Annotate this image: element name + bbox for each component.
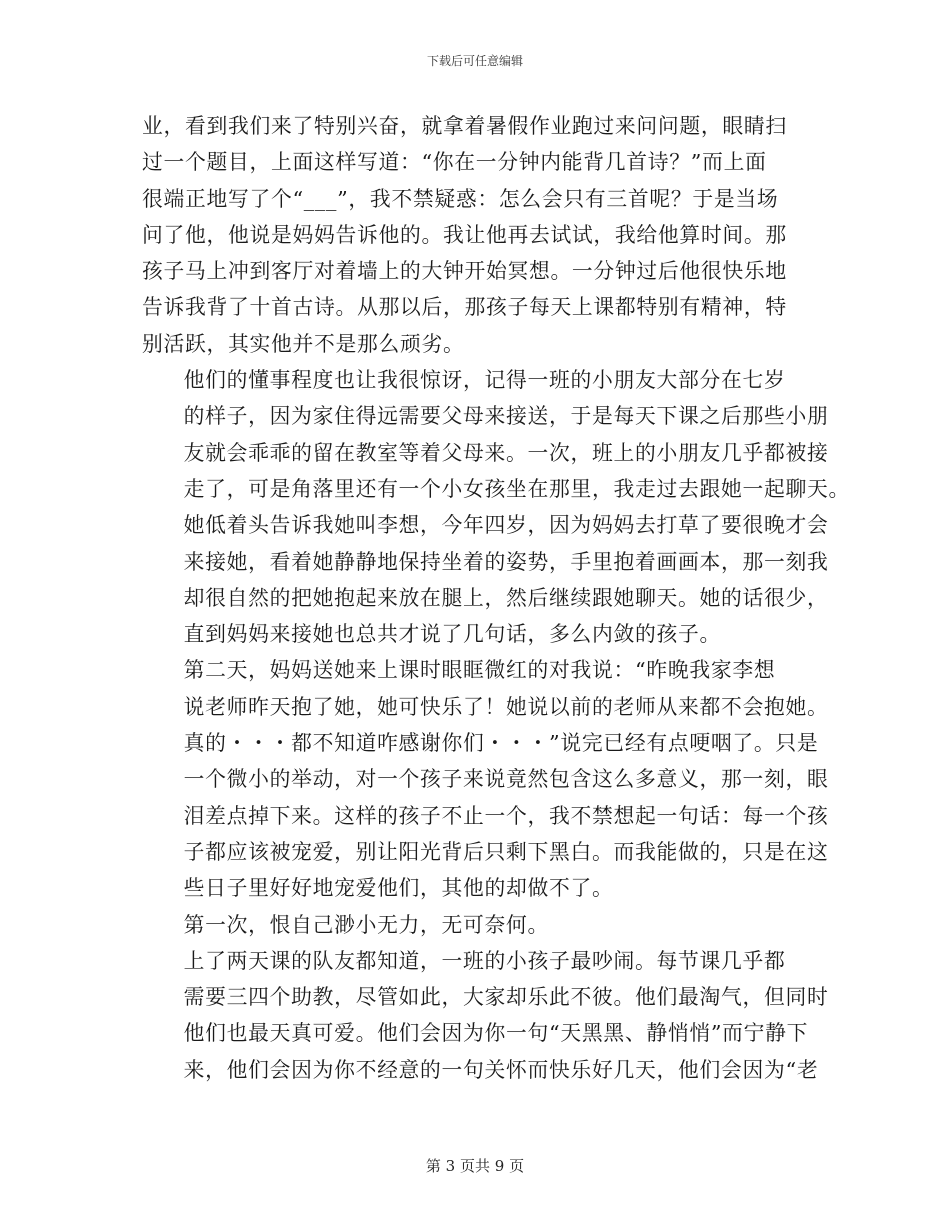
text-line: 的样子，因为家住得远需要父母来接送，于是每天下课之后那些小朋 <box>183 404 829 429</box>
text-line: 直到妈妈来接她也总共才说了几句话，多么内敛的孩子。 <box>183 622 722 647</box>
text-line: 来，他们会因为你不经意的一句关怀而快乐好几天，他们会因为“老 <box>183 1057 819 1082</box>
text-line: 很端正地写了个“___”，我不禁疑惑：怎么会只有三首呢？于是当场 <box>142 186 779 211</box>
text-line: 他们也最天真可爱。他们会因为你一句“天黑黑、静悄悄”而宁静下 <box>183 1021 809 1046</box>
text-line: 真的・・・都不知道咋感谢你们・・・”说完已经有点哽咽了。只是 <box>183 731 819 756</box>
text-line: 过一个题目，上面这样写道：“你在一分钟内能背几首诗？”而上面 <box>142 150 767 175</box>
text-line: 友就会乖乖的留在教室等着父母来。一次，班上的小朋友几乎都被接 <box>183 440 829 465</box>
text-line: 问了他，他说是妈妈告诉他的。我让他再去试试，我给他算时间。那 <box>142 222 787 247</box>
text-line: 却很自然的把她抱起来放在腿上，然后继续跟她聊天。她的话很少， <box>183 585 829 610</box>
text-line: 他们的懂事程度也让我很惊讶，记得一班的小朋友大部分在七岁 <box>183 368 786 393</box>
text-line: 孩子马上冲到客厅对着墙上的大钟开始冥想。一分钟过后他很快乐地 <box>142 259 787 284</box>
paragraph <box>142 108 802 362</box>
paragraph <box>142 907 802 943</box>
text-line: 她低着头告诉我她叫李想，今年四岁，因为妈妈去打草了要很晚才会 <box>183 513 829 538</box>
text-line: 走了，可是角落里还有一个小女孩坐在那里，我走过去跟她一起聊天。 <box>183 476 850 501</box>
text-line: 业，看到我们来了特别兴奋，就拿着暑假作业跑过来问问题，眼睛扫 <box>142 114 787 138</box>
text-line: 第一次，恨自己渺小无力，无可奈何。 <box>183 912 550 937</box>
text-line: 告诉我背了十首古诗。从那以后，那孩子每天上课都特别有精神，特 <box>142 295 787 320</box>
paragraph <box>142 652 829 906</box>
paragraph <box>142 362 850 652</box>
page-footer: 第 3 页共 9 页 <box>425 1157 525 1175</box>
text-line: 需要三四个助教，尽管如此，大家却乐此不彼。他们最淘气，但同时 <box>183 985 829 1010</box>
text-line: 泪差点掉下来。这样的孩子不止一个，我不禁想起一句话：每一个孩 <box>183 803 829 828</box>
paragraph <box>142 943 829 1088</box>
text-line: 子都应该被宠爱，别让阳光背后只剩下黑白。而我能做的，只是在这 <box>183 839 829 864</box>
text-line: 上了两天课的队友都知道，一班的小孩子最吵闹。每节课几乎都 <box>183 948 786 973</box>
text-line: 来接她，看着她静静地保持坐着的姿势，手里抱着画画本，那一刻我 <box>183 549 829 574</box>
text-line: 一个微小的举动，对一个孩子来说竟然包含这么多意义，那一刻，眼 <box>183 767 829 792</box>
text-line: 别活跃，其实他并不是那么顽劣。 <box>142 331 465 356</box>
page-header: 下载后可任意编辑 <box>426 54 523 68</box>
text-line: 些日子里好好地宠爱他们，其他的却做不了。 <box>183 876 614 901</box>
text-line: 说老师昨天抱了她，她可快乐了！她说以前的老师从来都不会抱她。 <box>183 694 829 719</box>
text-line: 第二天，妈妈送她来上课时眼眶微红的对我说：“昨晚我家李想 <box>183 658 776 683</box>
document-body <box>142 108 850 1088</box>
